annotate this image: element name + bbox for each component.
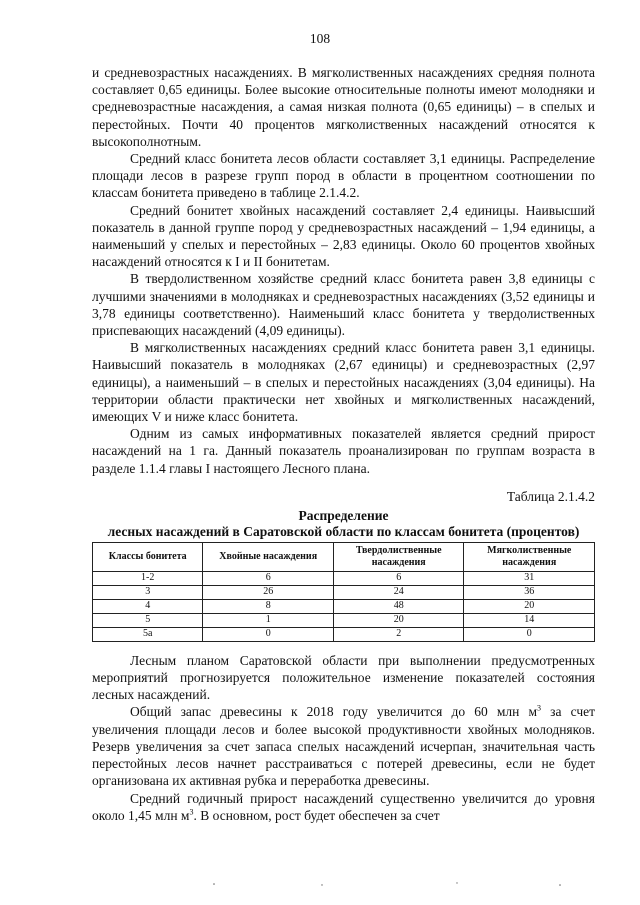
table-row xyxy=(93,613,595,627)
table-cell: 31 xyxy=(464,571,595,585)
column-header: Хвойные насаждения xyxy=(203,542,334,571)
table-cell: 1-2 xyxy=(93,571,203,585)
table-cell: 20 xyxy=(464,599,595,613)
table-title xyxy=(92,508,595,540)
table-caption: Таблица 2.1.4.2 xyxy=(506,488,595,504)
paragraph-6: Одним из самых информативных показателей является средний прирост насаждений на 1 га. Данный показатель проанализирован по группам возраста в разделе 1.1.4 главы I настоящего Лесного плана. xyxy=(92,426,595,476)
paragraph-9-part-1: Средний годичный прирост насаждений существенно увеличится до уровня около 1,45 млн м xyxy=(92,790,595,823)
page-number: 108 xyxy=(309,31,331,46)
paragraph-1: и средневозрастных насаждениях. В мягколиственных насаждениях средняя полнота составляет 0,65 единицы. Более высокие относительные полноты имеют молодняки и средневозрастные насаждения, а самая низкая полнота (0,65 единицы) – в спелых и перестойных. Почти 40 процентов мягколиственных насаждений относятся к высокополнотным. xyxy=(92,65,595,149)
table-cell: 14 xyxy=(464,613,595,627)
paragraph-8-part-1: Общий запас древесины к 2018 году увеличится до 60 млн м xyxy=(130,704,538,720)
table-title-line-2: лесных насаждений в Саратовской области по классам бонитета (процентов) xyxy=(107,523,580,539)
paragraph-9-part-2: . В основном, рост будет обеспечен за счет xyxy=(193,807,440,823)
table-cell: 26 xyxy=(203,585,334,599)
superscript-cubic: 3 xyxy=(189,807,194,817)
bonitet-table xyxy=(92,542,595,642)
table-cell: 0 xyxy=(203,627,334,641)
table-cell: 8 xyxy=(203,599,334,613)
table-title-line-1: Распределение xyxy=(298,507,389,523)
table-cell: 4 xyxy=(93,599,203,613)
paragraph-8-part-2: за счет увеличения площади лесов и более высокой продуктивности хвойных молодняков. Резерв увеличения за счет запаса спелых насаждений исчерпан, значительная часть перестойных лесов начнет расстраиваться с потерей древесины, если не будет организована их активная рубка и переработка древесины. xyxy=(92,704,595,789)
paragraph-8 xyxy=(92,703,595,789)
paragraph-2: Средний класс бонитета лесов области составляет 3,1 единицы. Распределение площади лесов в разрезе групп пород в области в процентном соотношении по классам бонитета приведено в таблице 2.1.4.2. xyxy=(92,151,595,201)
table-row xyxy=(93,585,595,599)
superscript-cubic: 3 xyxy=(537,703,542,713)
table-cell: 24 xyxy=(333,585,464,599)
table-cell: 2 xyxy=(333,627,464,641)
table-cell: 48 xyxy=(333,599,464,613)
column-header: Классы бонитета xyxy=(93,542,203,571)
column-header: Мягколиственные насаждения xyxy=(464,542,595,571)
paragraph-9 xyxy=(92,790,595,824)
table-cell: 1 xyxy=(203,613,334,627)
column-header: Твердолиственные насаждения xyxy=(333,542,464,571)
table-cell: 0 xyxy=(464,627,595,641)
table-cell: 6 xyxy=(333,571,464,585)
paragraph-4: В твердолиственном хозяйстве средний класс бонитета равен 3,8 единицы с лучшими значениями в молодняках и средневозрастных насаждениях (3,52 единицы и 3,78 единицы соответственно). Наименьший класс бонитета у твердолиственных приспевающих насаждений (4,09 единицы). xyxy=(92,271,595,339)
table-cell: 3 xyxy=(93,585,203,599)
table-cell: 5а xyxy=(93,627,203,641)
table-row xyxy=(93,571,595,585)
paragraph-5: В мягколиственных насаждениях средний класс бонитета равен 3,1 единицы. Наивысший показатель в молодняках (2,67 единицы) и средневозрастных (2,97 единицы), а наименьший – в спелых и перестойных насаждениях (3,04 единицы). На территории области практически нет хвойных и мягколиственных насаждений, имеющих V и ниже класс бонитета. xyxy=(92,340,595,425)
paragraph-7: Лесным планом Саратовской области при выполнении предусмотренных мероприятий прогнозируется положительное изменение показателей состояния лесных насаждений. xyxy=(92,652,595,703)
table-cell: 5 xyxy=(93,613,203,627)
table-row xyxy=(93,627,595,641)
table-cell: 20 xyxy=(333,613,464,627)
table-cell: 36 xyxy=(464,585,595,599)
table-row xyxy=(93,599,595,613)
paragraph-3: Средний бонитет хвойных насаждений составляет 2,4 единицы. Наивысший показатель в данной группе пород у средневозрастных насаждений – 1,94 единицы, а наименьший у спелых и перестойных – 2,83 единицы. Около 60 процентов хвойных насаждений относятся к I и II бонитетам. xyxy=(92,202,595,270)
table-header-row xyxy=(93,542,595,571)
scan-specks xyxy=(0,880,640,890)
table-cell: 6 xyxy=(203,571,334,585)
page-body xyxy=(92,64,595,824)
